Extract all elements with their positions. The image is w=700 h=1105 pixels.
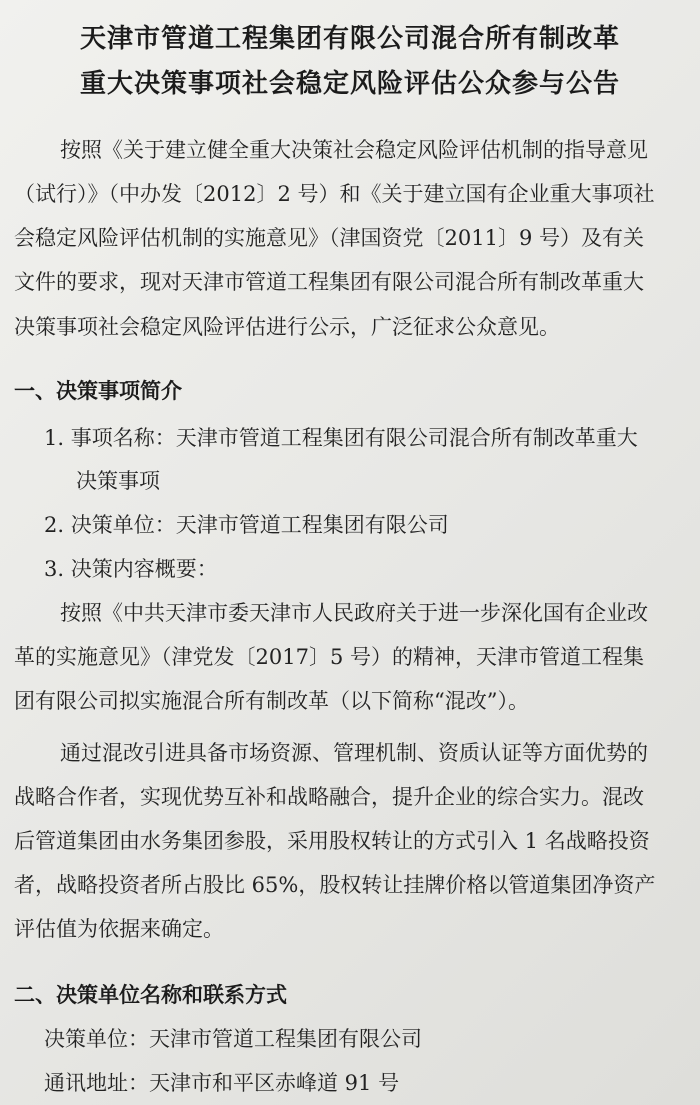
para-2-line-3: 后管道集团由水务集团参股，采用股权转让的方式引入 1 名战略投资 [14, 829, 650, 853]
mailing-address: 通讯地址：天津市和平区赤峰道 91 号 [44, 1071, 400, 1095]
intro-line-2: （试行）》（中办发〔2012〕2 号）和《关于建立国有企业重大事项社 [14, 182, 655, 206]
item-2: 2. 决策单位：天津市管道工程集团有限公司 [44, 513, 449, 537]
para-1-line-1: 按照《中共天津市委天津市人民政府关于进一步深化国有企业改 [60, 601, 648, 625]
para-2-line-4: 者，战略投资者所占股比 65%，股权转让挂牌价格以管道集团净资产 [14, 873, 656, 897]
para-2-line-2: 战略合作者，实现优势互补和战略融合，提升企业的综合实力。混改 [14, 785, 644, 809]
intro-line-3: 会稳定风险评估机制的实施意见》（津国资党〔2011〕9 号）及有关 [14, 226, 644, 250]
para-2-line-5: 评估值为依据来确定。 [14, 917, 224, 941]
section-1-heading: 一、决策事项简介 [14, 379, 182, 403]
item-1-line-1: 1. 事项名称：天津市管道工程集团有限公司混合所有制改革重大 [44, 426, 638, 450]
section-2-heading: 二、决策单位名称和联系方式 [14, 983, 287, 1007]
title-line-2: 重大决策事项社会稳定风险评估公众参与公告 [79, 69, 620, 99]
item-3: 3. 决策内容概要： [44, 557, 218, 581]
intro-line-5: 决策事项社会稳定风险评估进行公示，广泛征求公众意见。 [14, 315, 560, 339]
para-1-line-3: 团有限公司拟实施混合所有制改革（以下简称“混改”）。 [14, 689, 529, 713]
intro-line-4: 文件的要求，现对天津市管道工程集团有限公司混合所有制改革重大 [14, 270, 644, 294]
item-1-line-2: 决策事项 [76, 469, 160, 493]
intro-line-1: 按照《关于建立健全重大决策社会稳定风险评估机制的指导意见 [60, 138, 648, 162]
decision-unit: 决策单位：天津市管道工程集团有限公司 [44, 1027, 422, 1051]
para-1-line-2: 革的实施意见》（津党发〔2017〕5 号）的精神，天津市管道工程集 [14, 645, 644, 669]
title-line-1: 天津市管道工程集团有限公司混合所有制改革 [79, 24, 620, 54]
para-2-line-1: 通过混改引进具备市场资源、管理机制、资质认证等方面优势的 [60, 741, 648, 765]
